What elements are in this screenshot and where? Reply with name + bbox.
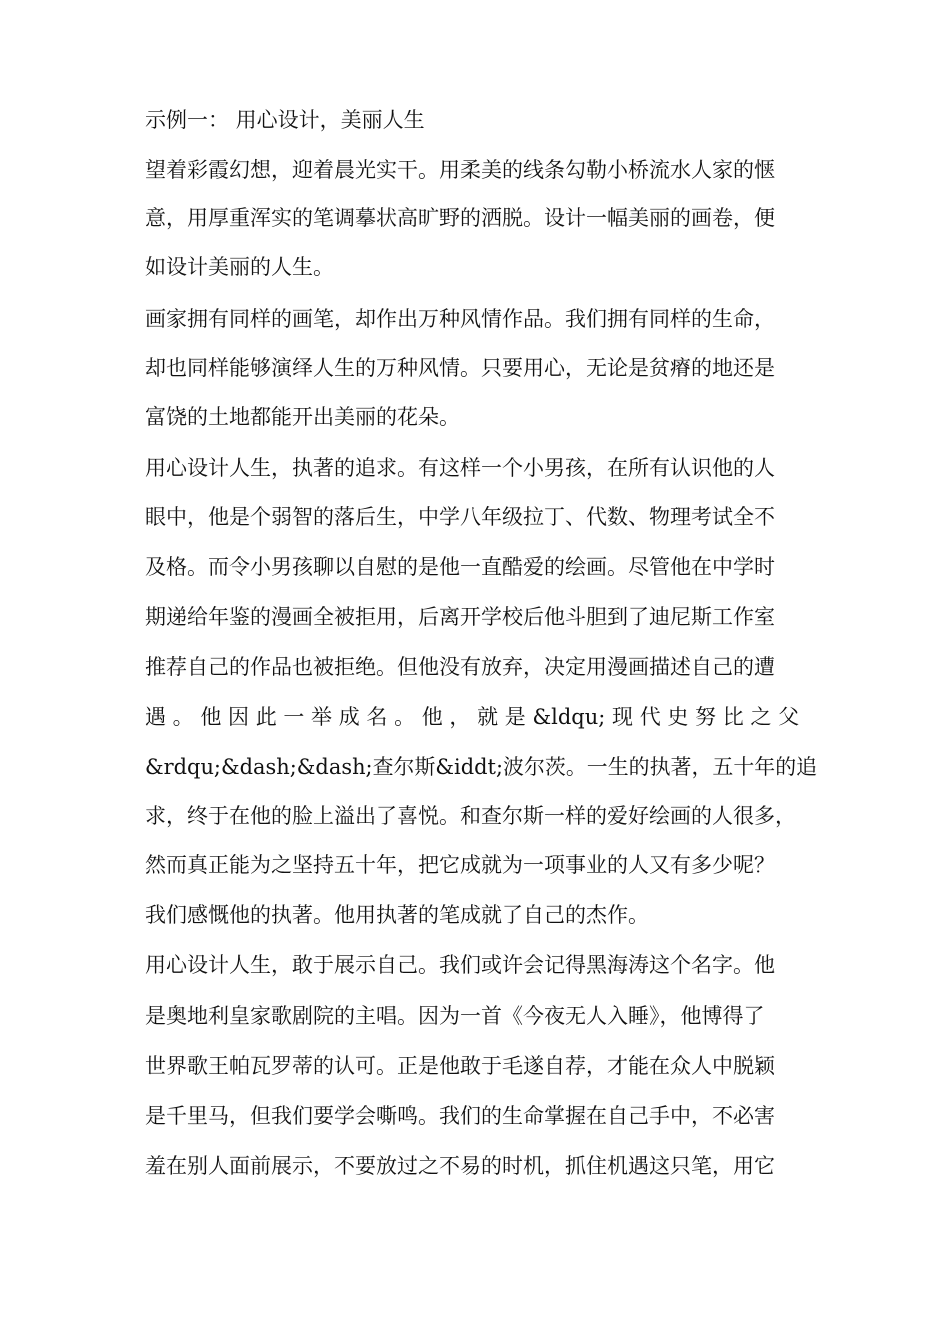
text-line: 望着彩霞幻想，迎着晨光实干。用柔美的线条勾勒小桥流水人家的惬 — [145, 158, 775, 182]
text-line: 期递给年鉴的漫画全被拒用，后离开学校后他斗胆到了迪尼斯工作室 — [145, 605, 775, 629]
text-line: 用心设计人生，敢于展示自己。我们或许会记得黑海涛这个名字。他 — [145, 953, 775, 977]
text-line: 意，用厚重浑实的笔调摹状高旷野的洒脱。设计一幅美丽的画卷，便 — [145, 206, 775, 230]
text-line: 是奥地利皇家歌剧院的主唱。因为一首《今夜无人入睡》，他博得了 — [145, 1004, 765, 1028]
text-line: 却也同样能够演绎人生的万种风情。只要用心，无论是贫瘠的地还是 — [145, 356, 775, 380]
text-line: &rdqu;&dash;&dash;查尔斯&iddt;波尔茨。一生的执著，五十年的追 — [145, 755, 818, 779]
text-line: 世界歌王帕瓦罗蒂的认可。正是他敢于毛遂自荐，才能在众人中脱颖 — [145, 1054, 775, 1078]
text-line: 我们感慨他的执著。他用执著的笔成就了自己的杰作。 — [145, 903, 649, 927]
text-line: 富饶的土地都能开出美丽的花朵。 — [145, 405, 460, 429]
text-line: 眼中，他是个弱智的落后生，中学八年级拉丁、代数、物理考试全不 — [145, 505, 775, 529]
text-line: 然而真正能为之坚持五十年，把它成就为一项事业的人又有多少呢？ — [145, 853, 775, 877]
text-line: 及格。而令小男孩聊以自慰的是他一直酷爱的绘画。尽管他在中学时 — [145, 555, 775, 579]
text-line: 画家拥有同样的画笔，却作出万种风情作品。我们拥有同样的生命， — [145, 307, 775, 331]
text-line: 是千里马，但我们要学会嘶鸣。我们的生命掌握在自己手中，不必害 — [145, 1104, 775, 1128]
text-line: 羞在别人面前展示，不要放过之不易的时机，抓住机遇这只笔，用它 — [145, 1154, 775, 1178]
text-line: 求，终于在他的脸上溢出了喜悦。和查尔斯一样的爱好绘画的人很多， — [145, 804, 796, 828]
text-line: 如设计美丽的人生。 — [145, 255, 334, 279]
text-line: 遇 。 他 因 此 一 举 成 名 。 他 ， 就 是 &ldqu; 现 代 史 努 比 之 父 — [145, 705, 800, 729]
text-line: 推荐自己的作品也被拒绝。但他没有放弃，决定用漫画描述自己的遭 — [145, 655, 775, 679]
document-title: 示例一： 用心设计，美丽人生 — [145, 108, 425, 132]
text-line: 用心设计人生，执著的追求。有这样一个小男孩，在所有认识他的人 — [145, 456, 775, 480]
